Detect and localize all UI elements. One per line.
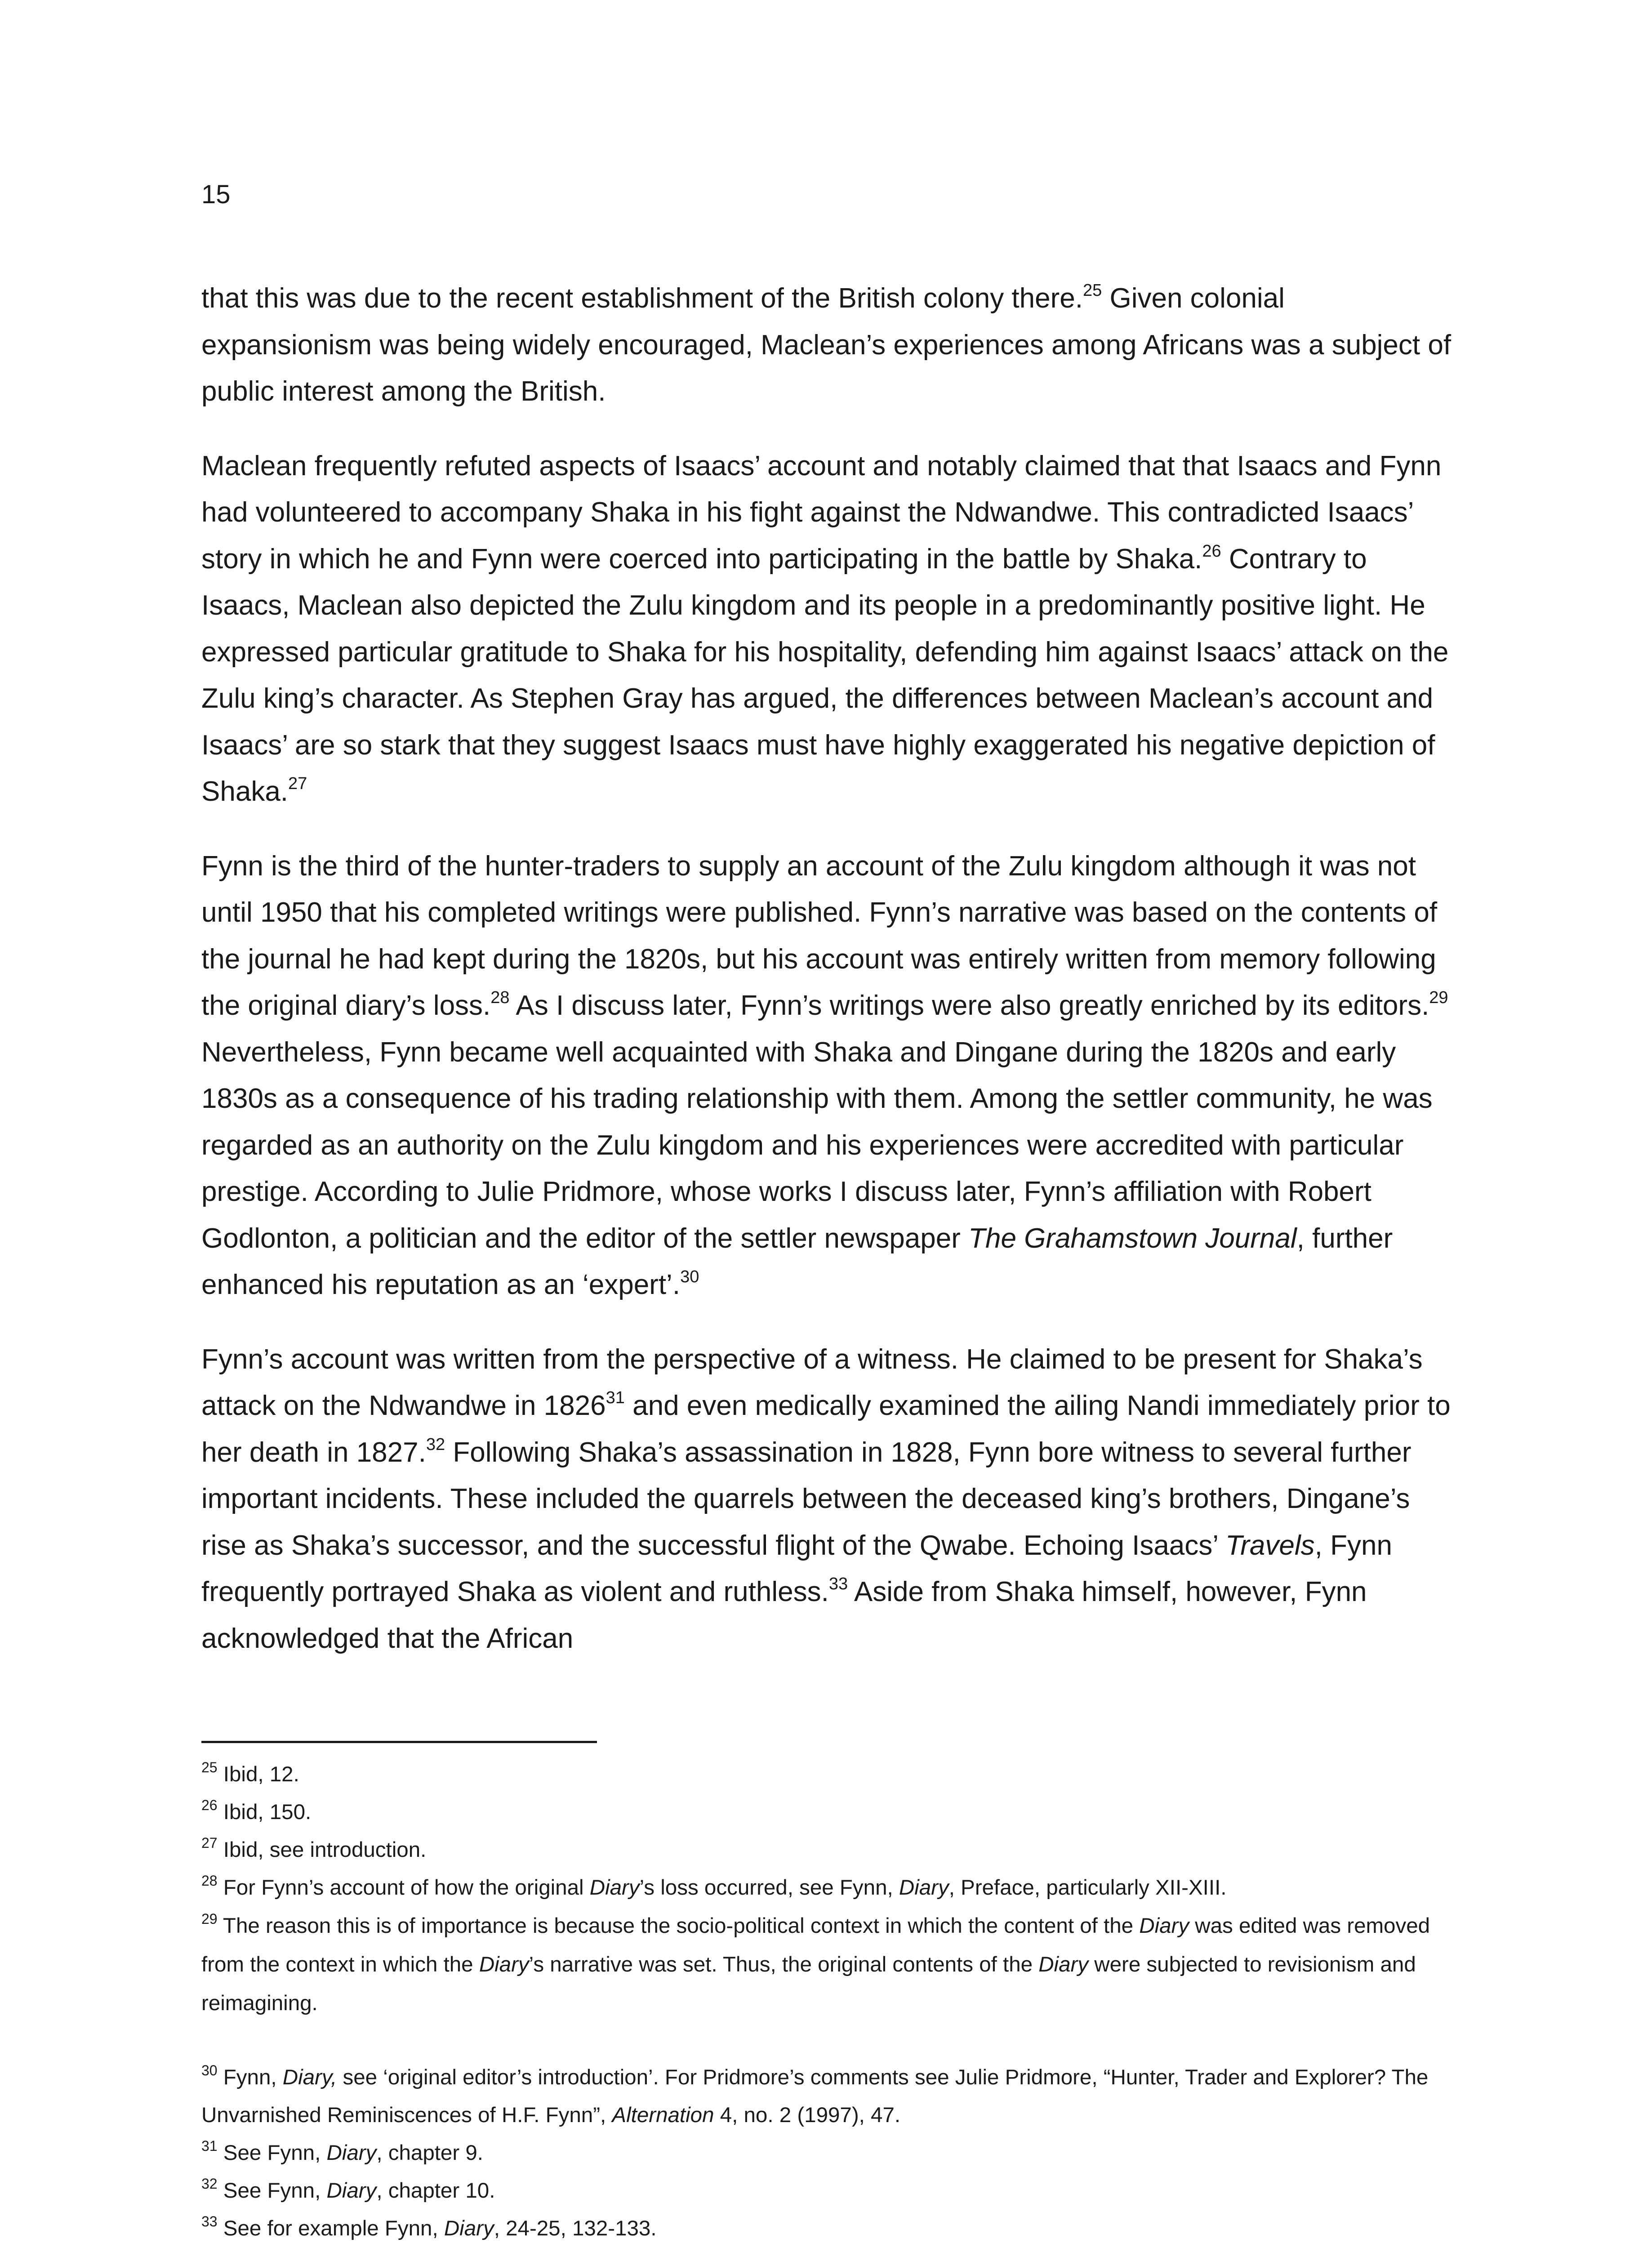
text-run: , 24-25, 132-133. [494, 2217, 657, 2240]
page-number: 15 [201, 180, 231, 209]
footnote-32 [201, 2172, 1460, 2210]
italic-text: Alternation [612, 2103, 714, 2127]
footnote-number: 26 [201, 1797, 218, 1813]
italic-text: Diary [326, 2179, 377, 2203]
footnote-number: 27 [201, 1835, 218, 1851]
footnotes [201, 1756, 1460, 2248]
italic-text: Diary [444, 2217, 494, 2240]
footnote-31 [201, 2134, 1460, 2172]
text-run: Following Shaka’s assassination in 1828, Fynn bore witness to several further important incidents. These included the quarrels between the deceased king’s brothers, Dingane’s rise as Shaka’s successor, and the successful flight of the Qwabe. Echoing Isaacs’ [201, 1436, 1412, 1561]
text-run: and even medically examined the ailing Nandi immediately prior to her death in 1827. [201, 1390, 1451, 1468]
italic-text: Diary [326, 2141, 377, 2165]
text-run: , further enhanced his reputation as an ‘expert’. [201, 1222, 1393, 1300]
text-run: 4, no. 2 (1997), 47. [714, 2103, 901, 2127]
italic-text: Diary, [282, 2065, 337, 2089]
text-run: , chapter 10. [376, 2179, 495, 2203]
footnote-27 [201, 1831, 1460, 1869]
italic-text: Travels [1225, 1530, 1315, 1561]
footnote-number: 25 [201, 1759, 218, 1775]
footnote-number: 33 [201, 2213, 218, 2230]
italic-text: The Grahamstown Journal [968, 1222, 1297, 1254]
text-run: Nevertheless, Fynn became well acquainted with Shaka and Dingane during the 1820s and early 1830s as a consequence of his trading relationship with them. Among the settler community, he was regarded as an authority on the Zulu kingdom and his experiences were accredited with particular prestige. According to Julie Pridmore, whose works I discuss later, Fynn’s affiliation with Robert Godlonton, a politician and the editor of the settler newspaper [201, 1036, 1433, 1254]
text-run: Maclean frequently refuted aspects of Isaacs’ account and notably claimed that that Isaacs and Fynn had volunteered to accompany Shaka in his fight against the Ndwandwe. This contradicted Isaacs’ story in which he and Fynn were coerced into participating in the battle by Shaka. [201, 450, 1442, 575]
footnote-number: 28 [201, 1873, 218, 1889]
footnote-number: 29 [201, 1911, 218, 1927]
footnote-number: 31 [201, 2138, 218, 2154]
footnote-26 [201, 1793, 1460, 1831]
footnote-ref: 33 [828, 1574, 848, 1593]
text-run: For Fynn’s account of how the original [217, 1876, 590, 1900]
footnote-ref: 31 [606, 1388, 625, 1407]
text-run: As I discuss later, Fynn’s writings were also greatly enriched by its editors. [509, 990, 1429, 1021]
italic-text: Diary [479, 1953, 529, 1976]
text-run: Fynn’s account was written from the perspective of a witness. He claimed to be present for Shaka’s attack on the Ndwandwe in 1826 [201, 1343, 1423, 1421]
italic-text: Diary [899, 1876, 949, 1900]
text-run: Fynn, [217, 2065, 283, 2089]
footnote-30 [201, 2059, 1460, 2134]
footnote-ref: 30 [680, 1267, 699, 1286]
text-run: See for example Fynn, [217, 2217, 444, 2240]
footnote-ref: 27 [288, 774, 307, 793]
text-run: Ibid, see introduction. [217, 1838, 427, 1862]
footnote-number: 32 [201, 2176, 218, 2192]
text-run: Contrary to Isaacs, Maclean also depicted the Zulu kingdom and its people in a predominantly positive light. He expressed particular gratitude to Shaka for his hospitality, defending him against Isaacs’ attack on the Zulu king’s character. As Stephen Gray has argued, the differences between Maclean’s account and Isaacs’ are so stark that they suggest Isaacs must have highly exaggerated his negative depiction of Shaka. [201, 543, 1449, 807]
text-run: Given colonial expansionism was being widely encouraged, Maclean’s experiences among Africans was a subject of public interest among the British. [201, 283, 1452, 407]
footnote-ref: 25 [1082, 281, 1102, 300]
italic-text: Diary [1139, 1914, 1189, 1938]
text-run: Fynn is the third of the hunter-traders to supply an account of the Zulu kingdom although it was not until 1950 that his completed writings were published. Fynn’s narrative was based on the contents of the journal he had kept during the 1820s, but his account was entirely written from memory following the original diary’s loss. [201, 850, 1438, 1021]
text-run: Aside from Shaka himself, however, Fynn acknowledged that the African [201, 1576, 1367, 1654]
text-run: that this was due to the recent establishment of the British colony there. [201, 283, 1083, 314]
text-run: was edited was removed from the context in which the [201, 1914, 1430, 1976]
italic-text: Diary [589, 1876, 640, 1900]
footnote-25 [201, 1756, 1460, 1793]
text-run: The reason this is of importance is because the socio-political context in which the content of the [217, 1914, 1140, 1938]
footnote-ref: 32 [426, 1435, 445, 1454]
text-run: See Fynn, [217, 2141, 327, 2165]
italic-text: Diary [1038, 1953, 1089, 1976]
text-run: , Fynn frequently portrayed Shaka as violent and ruthless. [201, 1530, 1392, 1607]
text-run: ’s narrative was set. Thus, the original contents of the [529, 1953, 1039, 1976]
text-run: See Fynn, [217, 2179, 327, 2203]
text-run: see ‘original editor’s introduction’. For Pridmore’s comments see Julie Pridmore, “Hunter, Trader and Explorer? The Unvarnished Reminiscences of H.F. Fynn”, [201, 2065, 1429, 2127]
text-run: ’s loss occurred, see Fynn, [639, 1876, 899, 1900]
text-run: , chapter 9. [376, 2141, 483, 2165]
body-paragraph [201, 1336, 1456, 1662]
text-run: Ibid, 12. [217, 1762, 299, 1786]
footnote-28 [201, 1869, 1460, 1907]
body-paragraph [201, 275, 1456, 415]
footnote-29 [201, 1907, 1460, 2023]
footnote-separator [201, 1741, 597, 1743]
body-paragraph [201, 843, 1456, 1308]
text-run: were subjected to revisionism and reimagining. [201, 1953, 1416, 2015]
text-run: Ibid, 150. [217, 1800, 312, 1824]
footnote-ref: 28 [490, 988, 510, 1007]
footnote-number: 30 [201, 2062, 218, 2079]
body-text [201, 275, 1456, 1690]
footnote-ref: 29 [1429, 988, 1448, 1007]
text-run: , Preface, particularly XII-XIII. [948, 1876, 1227, 1900]
body-paragraph [201, 443, 1456, 815]
footnote-ref: 26 [1202, 541, 1221, 561]
footnote-33 [201, 2210, 1460, 2248]
